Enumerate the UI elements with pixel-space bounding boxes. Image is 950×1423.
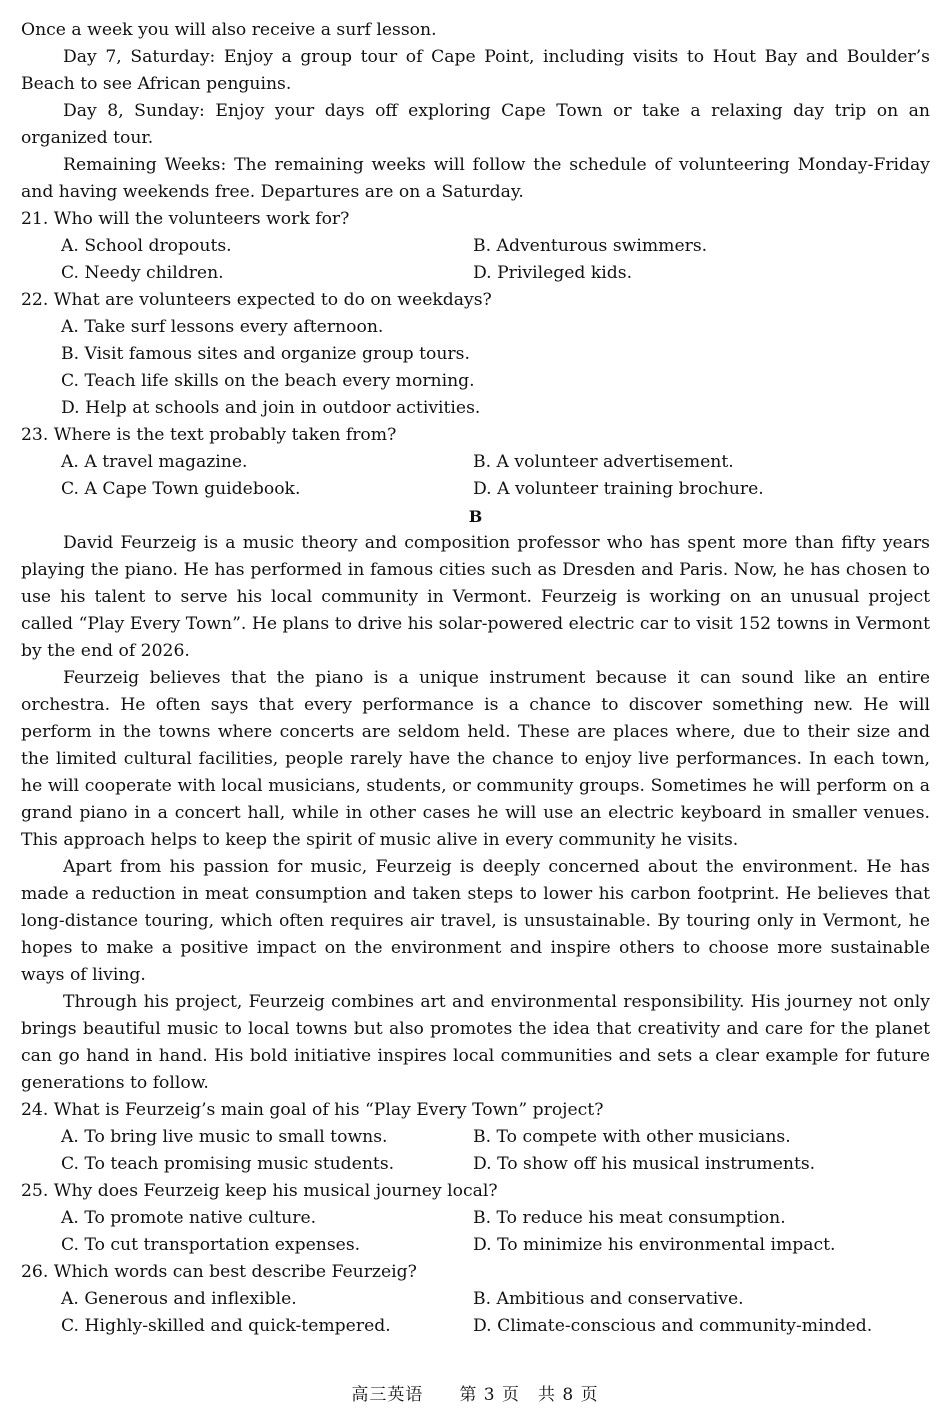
option-d: D. A volunteer training brochure. [473, 479, 764, 499]
options-row [21, 1205, 930, 1232]
option-b: B. Adventurous swimmers. [473, 236, 708, 256]
question-stem: 26. Which words can best describe Feurzeig? [21, 1262, 417, 1282]
passage-b-paragraph-4: Through his project, Feurzeig combines art and environmental responsibility. His journey not only brings beautiful music to local towns but also promotes the idea that creativity and care for the planet can go hand in hand. His bold initiative inspires local communities and sets a clear example for future generations to follow. [21, 992, 930, 1093]
passage-a-tail-line: Once a week you will also receive a surf lesson. [21, 20, 437, 40]
option-d: D. To show off his musical instruments. [473, 1154, 816, 1174]
passage-b-paragraph-2: Feurzeig believes that the piano is a unique instrument because it can sound like an entire orchestra. He often says that every performance is a chance to discover something new. He will perform in the towns where concerts are seldom held. These are places where, due to their size and the limited cultural facilities, people rarely have the chance to enjoy live performances. In each town, he will cooperate with local musicians, students, or community groups. Sometimes he will perform on a grand piano in a concert hall, while in other cases he will use an electric keyboard in smaller venues. This approach helps to keep the spirit of music alive in every community he visits. [21, 668, 930, 850]
option-d: D. To minimize his environmental impact. [473, 1235, 836, 1255]
option-b: B. To compete with other musicians. [473, 1127, 791, 1147]
question-stem: 21. Who will the volunteers work for? [21, 209, 350, 229]
passage-b-paragraph-1: David Feurzeig is a music theory and composition professor who has spent more than fifty years playing the piano. He has performed in famous cities such as Dresden and Paris. Now, he has chosen to use his talent to serve his local community in Vermont. Feurzeig is working on an unusual project called “Play Every Town”. He plans to drive his solar-powered electric car to visit 152 towns in Vermont by the end of 2026. [21, 533, 930, 661]
exam-page [21, 17, 930, 1340]
question-25 [21, 1178, 930, 1259]
options-row [21, 1232, 930, 1259]
option-a: A. To bring live music to small towns. [61, 1127, 388, 1147]
options-row [21, 233, 930, 260]
option-b: B. To reduce his meat consumption. [473, 1208, 786, 1228]
option-d: D. Climate-conscious and community-minded. [473, 1316, 873, 1336]
options-row [21, 1151, 930, 1178]
option-c: C. A Cape Town guidebook. [61, 479, 301, 499]
options-row [21, 1313, 930, 1340]
question-21 [21, 206, 930, 287]
page-footer: 高三英语 第 3 页 共 8 页 [351, 1385, 599, 1405]
options-row [21, 1286, 930, 1313]
question-22 [21, 287, 930, 422]
question-stem: 25. Why does Feurzeig keep his musical journey local? [21, 1181, 498, 1201]
option-d: D. Privileged kids. [473, 263, 633, 283]
option-a: A. Generous and inflexible. [61, 1289, 297, 1309]
passage-a-day7: Day 7, Saturday: Enjoy a group tour of Cape Point, including visits to Hout Bay and Boulder’s Beach to see African penguins. [21, 47, 930, 94]
options-row [21, 449, 930, 476]
option-c: C. To cut transportation expenses. [61, 1235, 361, 1255]
option-b: B. Visit famous sites and organize group tours. [61, 344, 470, 364]
option-c: C. Needy children. [61, 263, 224, 283]
question-stem: 22. What are volunteers expected to do on weekdays? [21, 290, 492, 310]
passage-b-paragraph-3: Apart from his passion for music, Feurzeig is deeply concerned about the environment. He has made a reduction in meat consumption and taken steps to lower his carbon footprint. He believes that long-distance touring, which often requires air travel, is unsustainable. By touring only in Vermont, he hopes to make a positive impact on the environment and inspire others to choose more sustainable ways of living. [21, 857, 930, 985]
options-row [21, 1124, 930, 1151]
option-b: B. A volunteer advertisement. [473, 452, 734, 472]
question-26 [21, 1259, 930, 1340]
option-a: A. To promote native culture. [61, 1208, 317, 1228]
option-c: C. Highly-skilled and quick-tempered. [61, 1316, 391, 1336]
option-d: D. Help at schools and join in outdoor activities. [61, 398, 481, 418]
question-24 [21, 1097, 930, 1178]
question-stem: 23. Where is the text probably taken from? [21, 425, 397, 445]
option-a: A. A travel magazine. [61, 452, 248, 472]
section-b-heading: B [468, 507, 483, 526]
question-stem: 24. What is Feurzeig’s main goal of his “Play Every Town” project? [21, 1100, 604, 1120]
option-c: C. Teach life skills on the beach every morning. [61, 371, 475, 391]
options-row [21, 260, 930, 287]
option-c: C. To teach promising music students. [61, 1154, 395, 1174]
question-23 [21, 422, 930, 503]
option-a: A. School dropouts. [61, 236, 232, 256]
option-a: A. Take surf lessons every afternoon. [61, 317, 384, 337]
options-row [21, 476, 930, 503]
passage-a-day8: Day 8, Sunday: Enjoy your days off exploring Cape Town or take a relaxing day trip on an organized tour. [21, 101, 930, 148]
option-b: B. Ambitious and conservative. [473, 1289, 744, 1309]
passage-a-remaining: Remaining Weeks: The remaining weeks will follow the schedule of volunteering Monday-Friday and having weekends free. Departures are on a Saturday. [21, 155, 930, 202]
